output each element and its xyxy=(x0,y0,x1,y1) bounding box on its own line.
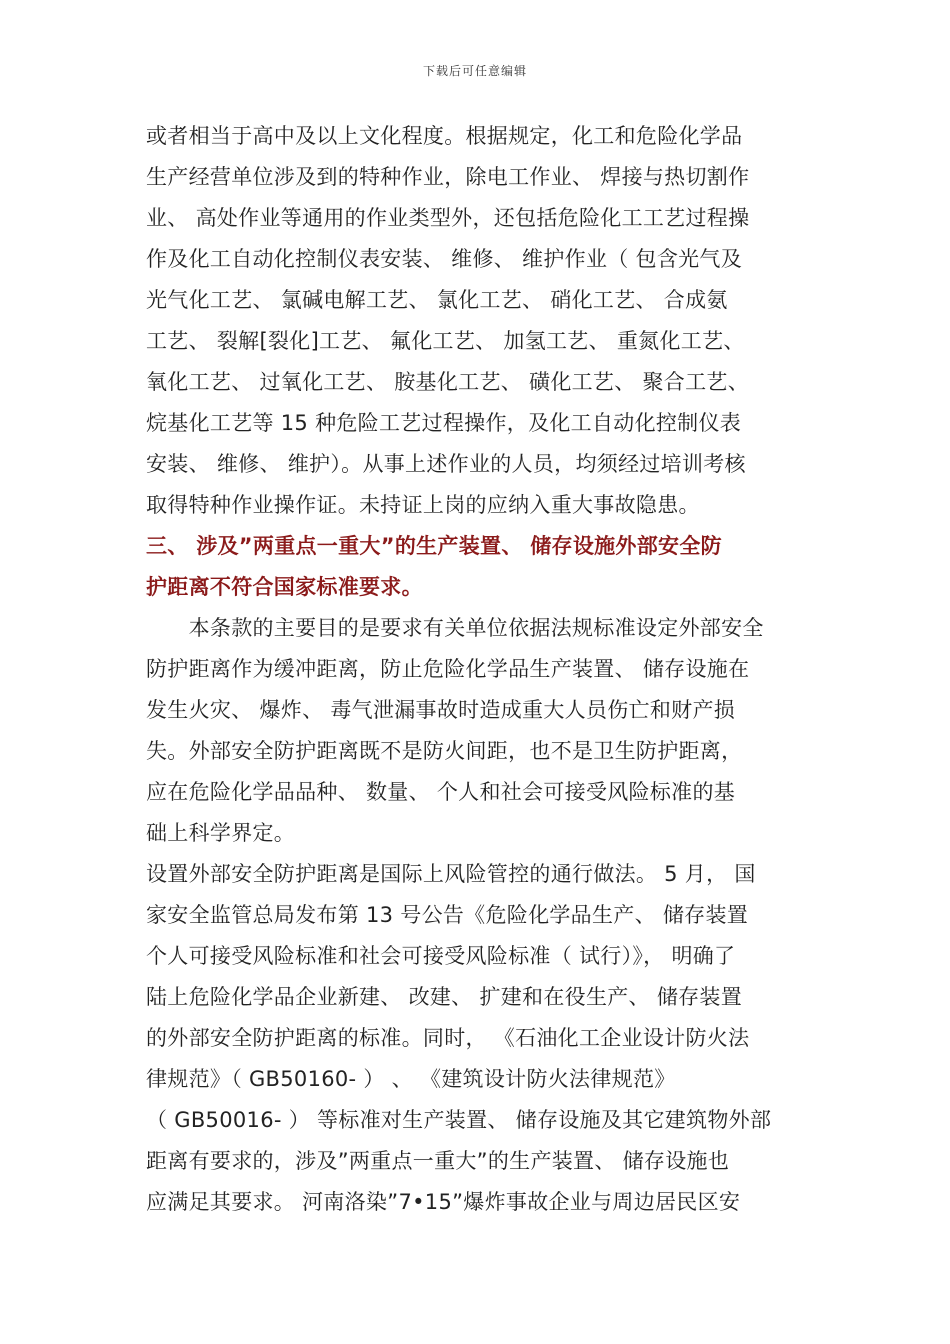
paragraph-line: 家安全监管总局发布第 13 号公告《危险化学品生产、 储存装置 xyxy=(146,903,749,927)
paragraph-line: 氧化工艺、 过氧化工艺、 胺基化工艺、 磺化工艺、 聚合工艺、 xyxy=(146,370,749,394)
paragraph-line: 应满足其要求。 河南洛染”7•15”爆炸事故企业与周边居民区安 xyxy=(146,1190,741,1214)
paragraph-line: 设置外部安全防护距离是国际上风险管控的通行做法。 5 月， 国 xyxy=(146,862,756,886)
paragraph-line: 取得特种作业操作证。未持证上岗的应纳入重大事故隐患。 xyxy=(146,493,700,517)
paragraph-line: 的外部安全防护距离的标准。同时， 《石油化工企业设计防火法 xyxy=(146,1026,750,1050)
paragraph-line: 作及化工自动化控制仪表安装、 维修、 维护作业（ 包含光气及 xyxy=(146,247,743,271)
paragraph-line: 陆上危险化学品企业新建、 改建、 扩建和在役生产、 储存装置 xyxy=(146,985,743,1009)
paragraph-line: 发生火灾、 爆炸、 毒气泄漏事故时造成重大人员伤亡和财产损 xyxy=(146,698,736,722)
paragraph-line: （ GB50016- ） 等标准对生产装置、 储存设施及其它建筑物外部 xyxy=(146,1108,772,1132)
paragraph-line: 光气化工艺、 氯碱电解工艺、 氯化工艺、 硝化工艺、 合成氨 xyxy=(146,288,728,312)
paragraph-line: 律规范》（ GB50160- ） 、 《建筑设计防火法律规范》 xyxy=(146,1067,676,1091)
paragraph-line: 生产经营单位涉及到的特种作业，除电工作业、 焊接与热切割作 xyxy=(146,165,750,189)
paragraph-line: 安装、 维修、 维护）。从事上述作业的人员，均须经过培训考核 xyxy=(146,452,746,476)
paragraph-line: 业、 高处作业等通用的作业类型外，还包括危险化工工艺过程操 xyxy=(146,206,750,230)
page-header: 下载后可任意编辑 xyxy=(422,64,527,78)
paragraph-line: 个人可接受风险标准和社会可接受风险标准（ 试行）》， 明确了 xyxy=(146,944,736,968)
paragraph-line: 本条款的主要目的是要求有关单位依据法规标准设定外部安全 xyxy=(146,616,764,640)
paragraph-line: 防护距离作为缓冲距离，防止危险化学品生产装置、 储存设施在 xyxy=(146,657,750,681)
paragraph-line: 失。外部安全防护距离既不是防火间距，也不是卫生防护距离， xyxy=(146,739,743,763)
paragraph-line: 础上科学界定。 xyxy=(146,821,296,845)
paragraph-line: 工艺、 裂解[裂化]工艺、 氟化工艺、 加氢工艺、 重氮化工艺、 xyxy=(146,329,745,353)
paragraph-line: 烷基化工艺等 15 种危险工艺过程操作，及化工自动化控制仪表 xyxy=(146,411,742,435)
section-heading-line: 三、 涉及”两重点一重大”的生产装置、 储存设施外部安全防 xyxy=(146,534,722,558)
document-body xyxy=(146,116,826,1223)
paragraph-line: 距离有要求的，涉及”两重点一重大”的生产装置、 储存设施也 xyxy=(146,1149,730,1173)
section-heading-line: 护距离不符合国家标准要求。 xyxy=(146,575,423,599)
paragraph-line: 或者相当于高中及以上文化程度。根据规定，化工和危险化学品 xyxy=(146,124,743,148)
paragraph-line: 应在危险化学品品种、 数量、 个人和社会可接受风险标准的基 xyxy=(146,780,736,804)
